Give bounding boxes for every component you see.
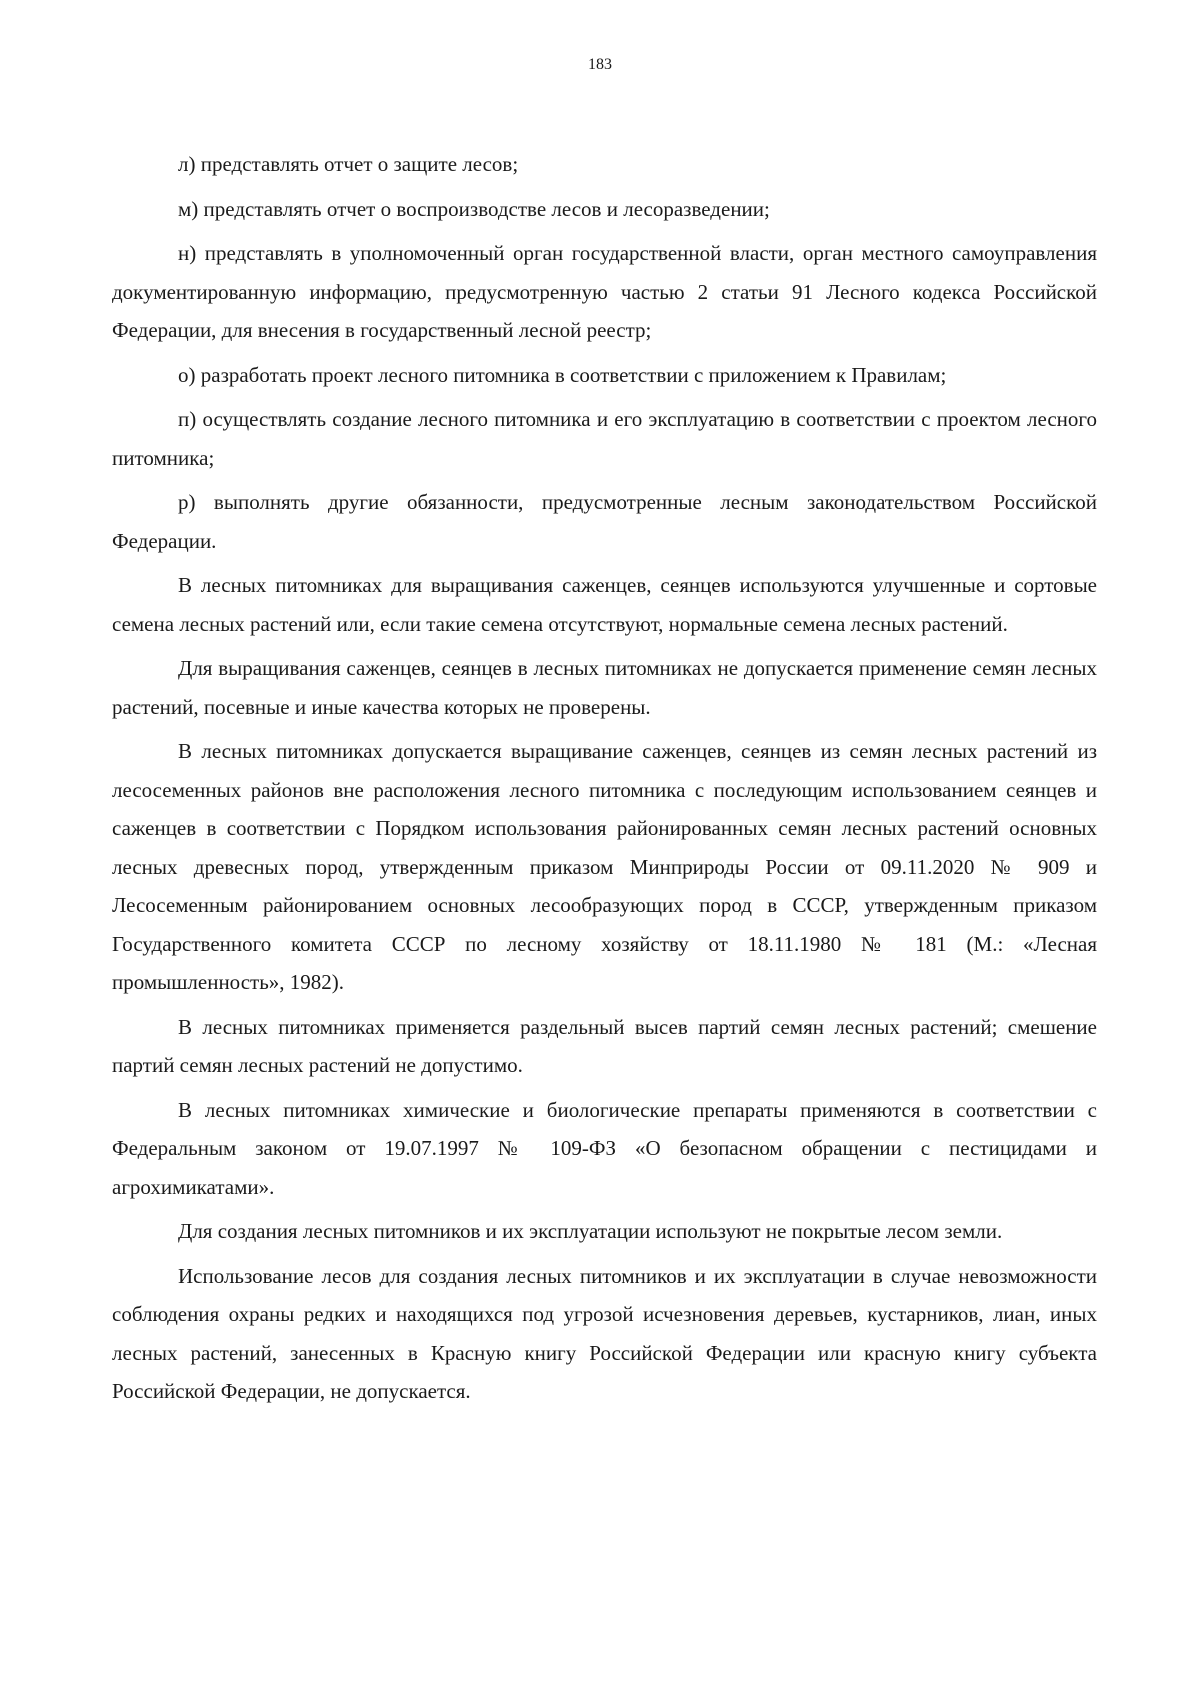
paragraph-seeds-unverified: Для выращивания саженцев, сеянцев в лесных питомниках не допускается применение семян лесных растений, посевные и иные качества которых не проверены. bbox=[112, 656, 1097, 719]
page-number: 183 bbox=[588, 56, 612, 73]
paragraph-non-forest-land: Для создания лесных питомников и их эксплуатации используют не покрытые лесом земли. bbox=[178, 1219, 1003, 1243]
paragraph-item-n: н) представлять в уполномоченный орган государственной власти, орган местного самоуправления документированную информацию, предусмотренную частью 2 статьи 91 Лесного кодекса Российской Федерации, для внесения в государственный лесной реестр; bbox=[112, 241, 1097, 342]
paragraph-protected-plants: Использование лесов для создания лесных питомников и их эксплуатации в случае невозможности соблюдения охраны редких и находящихся под угрозой исчезновения деревьев, кустарников, лиан, иных лесных растений, занесенных в Красную книгу Российской Федерации или красную книгу субъекта Российской Федерации, не допускается. bbox=[112, 1263, 1097, 1403]
paragraph-item-l: л) представлять отчет о защите лесов; bbox=[178, 152, 519, 176]
paragraph-item-r: р) выполнять другие обязанности, предусмотренные лесным законодательством Российской Федерации. bbox=[112, 490, 1097, 553]
document-body bbox=[112, 145, 1097, 1417]
paragraph-seeds-quality: В лесных питомниках для выращивания саженцев, сеянцев используются улучшенные и сортовые семена лесных растений или, если такие семена отсутствуют, нормальные семена лесных растений. bbox=[112, 573, 1097, 636]
paragraph-chemicals: В лесных питомниках химические и биологические препараты применяются в соответствии с Федеральным законом от 19.07.1997 № 109-ФЗ «О безопасном обращении с пестицидами и агрохимикатами». bbox=[112, 1097, 1097, 1199]
paragraph-item-p: п) осуществлять создание лесного питомника и его эксплуатацию в соответствии с проектом лесного питомника; bbox=[112, 407, 1097, 470]
paragraph-separate-sowing: В лесных питомниках применяется раздельный высев партий семян лесных растений; смешение партий семян лесных растений не допустимо. bbox=[112, 1014, 1097, 1077]
paragraph-item-o: о) разработать проект лесного питомника в соответствии с приложением к Правилам; bbox=[178, 362, 947, 387]
paragraph-item-m: м) представлять отчет о воспроизводстве лесов и лесоразведении; bbox=[178, 196, 770, 221]
paragraph-seed-zoning: В лесных питомниках допускается выращивание саженцев, сеянцев из семян лесных растений из лесосеменных районов вне расположения лесного питомника с последующим использованием сеянцев и саженцев в соответствии с Порядком использования районированных семян лесных растений основных лесных древесных пород, утвержденным приказом Минприроды России от 09.11.2020 № 909 и Лесосеменным районированием основных лесообразующих пород в СССР, утвержденным приказом Государственного комитета СССР по лесному хозяйству от 18.11.1980 № 181 (М.: «Лесная промышленность», 1982). bbox=[112, 739, 1097, 994]
